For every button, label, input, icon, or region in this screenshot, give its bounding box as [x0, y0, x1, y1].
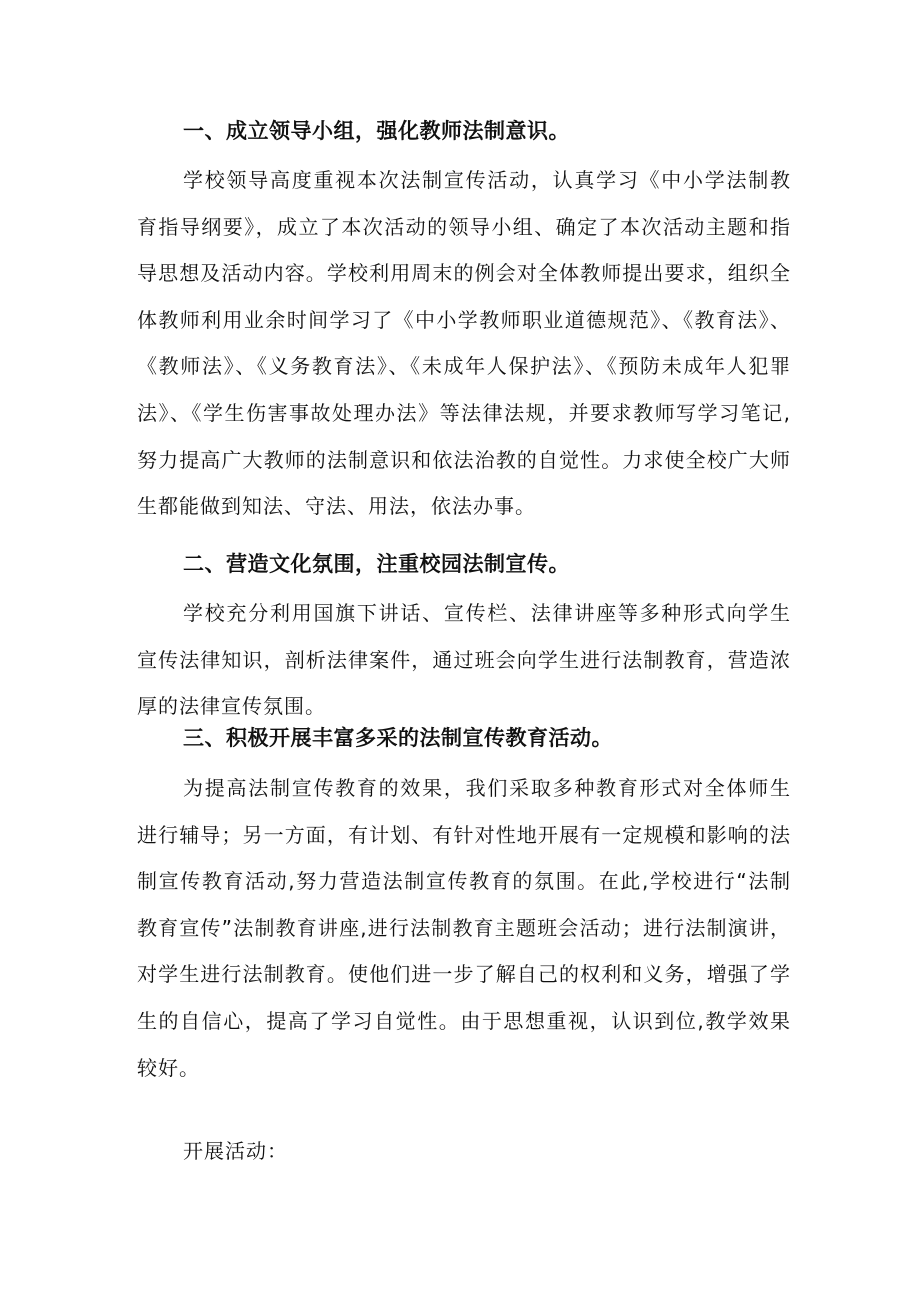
section-paragraph-2: 学校充分利用国旗下讲话、宣传栏、法律讲座等多种形式向学生宣传法律知识，剖析法律案件，通过班会向学生进行法制教育，营造浓厚的法律宣传氛围。 [137, 601, 791, 719]
closing-paragraph: 开展活动： [183, 1139, 288, 1163]
section-heading-2: 二、营造文化氛围，注重校园法制宣传。 [183, 552, 570, 576]
section-heading-1: 一、成立领导小组，强化教师法制意识。 [183, 119, 570, 143]
section-heading-3: 三、积极开展丰富多采的法制宣传教育活动。 [183, 726, 613, 750]
section-paragraph-3: 为提高法制宣传教育的效果，我们采取多种教育形式对全体师生进行辅导；另一方面，有计划、有针对性地开展有一定规模和影响的法制宣传教育活动,努力营造法制宣传教育的氛围。在此,学校进行“法制教育宣传”法制教育讲座,进行法制教育主题班会活动；进行法制演讲，对学生进行法制教育。使他们进一步了解自己的权利和义务，增强了学生的自信心，提高了学习自觉性。由于思想重视，认识到位,教学效果较好。 [137, 776, 791, 1080]
section-paragraph-1: 学校领导高度重视本次法制宣传活动，认真学习《中小学法制教育指导纲要》，成立了本次活动的领导小组、确定了本次活动主题和指导思想及活动内容。学校利用周末的例会对全体教师提出要求，组织全体教师利用业余时间学习了《中小学教师职业道德规范》、《教育法》、《教师法》、《义务教育法》、《未成年人保护法》、《预防未成年人犯罪法》、《学生伤害事故处理办法》等法律法规，并要求教师写学习笔记,努力提高广大教师的法制意识和依法治教的自觉性。力求使全校广大师生都能做到知法、守法、用法，依法办事。 [137, 168, 791, 519]
